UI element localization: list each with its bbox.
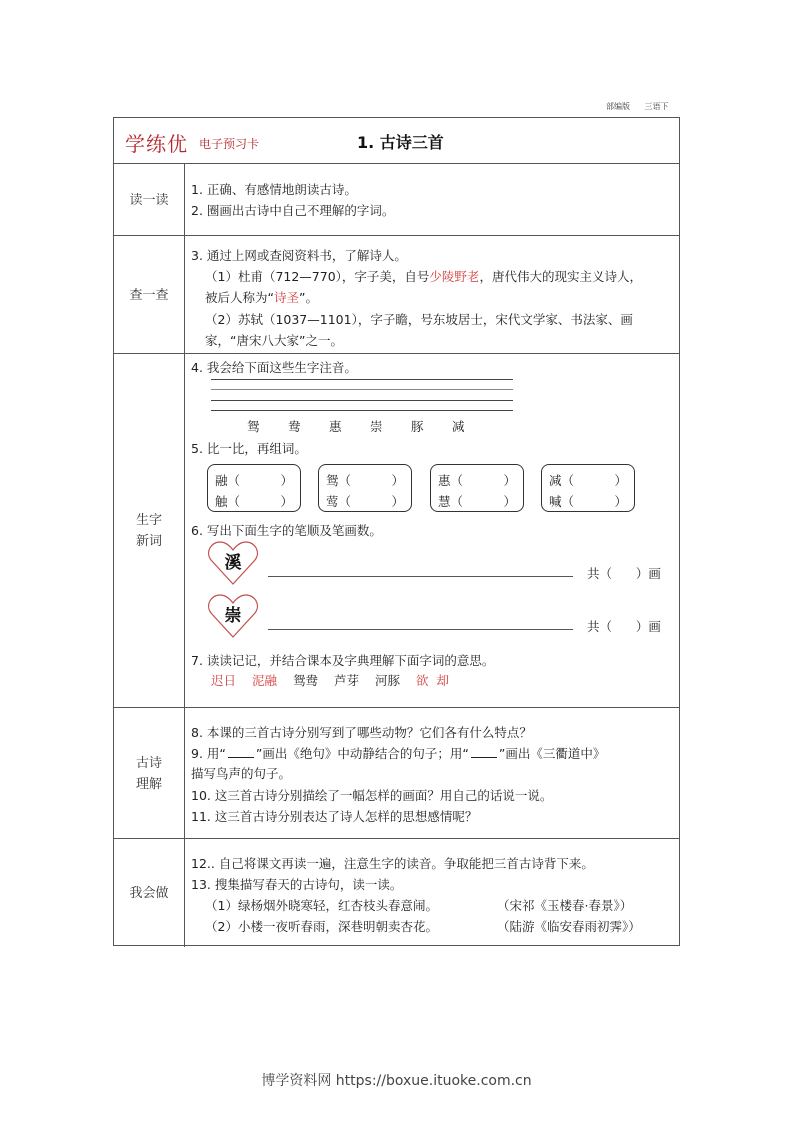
du-fu-hao: 少陵野老 — [429, 269, 480, 284]
du-fu-text-post: ，唐代伟大的现实主义诗人， — [479, 269, 642, 284]
char: 莺 — [326, 494, 339, 509]
pinyin-line[interactable] — [211, 410, 513, 411]
q11-text: 11. 这三首古诗分别表达了诗人怎样的思想感情呢？ — [191, 809, 478, 824]
underline-sample — [471, 747, 497, 758]
stroke-order-line[interactable] — [268, 629, 573, 630]
paren: （ — [450, 494, 464, 509]
poem-source: （宋祁《玉楼春·春景》） — [497, 898, 633, 913]
edition-label: 部编版 — [606, 102, 630, 111]
q7-words — [211, 671, 449, 689]
paren: （ — [561, 473, 575, 488]
label-line-2: 新词 — [135, 534, 162, 549]
stroke-order-line[interactable] — [268, 576, 573, 577]
char: 崇 — [370, 419, 383, 434]
pinyin-line[interactable] — [211, 379, 513, 380]
q9-part: ”画出《绝句》中动静结合的句子；用“ — [255, 746, 469, 761]
q10-text: 10. 这三首古诗分别描绘了一幅怎样的画面？用自己的话说一说。 — [191, 788, 553, 803]
lookup-intro: 3. 通过上网或查阅资料书，了解诗人。 — [191, 248, 407, 263]
pinyin-line[interactable] — [211, 400, 513, 401]
du-fu-title: 诗圣 — [273, 290, 299, 305]
char: 鸳 — [247, 419, 260, 434]
char: 减 — [549, 473, 562, 488]
q4-chars — [247, 417, 493, 435]
word: 迟日 — [211, 673, 237, 688]
section-vocab — [114, 353, 679, 708]
char: 喊 — [549, 494, 562, 509]
paren[interactable]: ） — [503, 473, 516, 488]
du-fu-line2-post: ”。 — [299, 290, 318, 305]
heart-icon — [207, 540, 259, 586]
char: 惠 — [329, 419, 342, 434]
du-fu-line-2 — [205, 288, 318, 306]
section-label — [114, 708, 185, 839]
q9-part: 9. 用“ — [191, 746, 226, 761]
q5-text: 5. 比一比，再组词。 — [191, 441, 307, 456]
section-understand — [114, 707, 679, 839]
compare-box — [318, 464, 412, 512]
compare-box — [541, 464, 635, 512]
q8-text: 8. 本课的三首古诗分别写到了哪些动物？它们各有什么特点？ — [191, 725, 532, 740]
char: 触 — [215, 494, 228, 509]
word: 欲 却 — [416, 673, 449, 688]
label-line-1: 古诗 — [135, 755, 162, 771]
count-post: ）画 — [635, 619, 661, 634]
section-label: 查一查 — [114, 236, 185, 354]
char: 豚 — [411, 419, 424, 434]
read-item-1: 1. 正确、有感情地朗读古诗。 — [191, 182, 357, 197]
paren[interactable]: ） — [280, 494, 293, 509]
stroke-char: 崇 — [224, 606, 242, 626]
paren[interactable]: ） — [280, 473, 293, 488]
q13-text: 13. 搜集描写春天的古诗句，读一读。 — [191, 877, 403, 892]
section-lookup — [114, 235, 679, 354]
paren: （ — [450, 473, 464, 488]
underline-sample — [228, 747, 254, 758]
footer-watermark: 博学资料网 https://boxue.ituoke.com.cn — [261, 1073, 532, 1089]
poem-source: （陆游《临安春雨初霁》） — [497, 919, 641, 934]
paren[interactable]: ） — [391, 494, 404, 509]
grade-label: 三语下 — [644, 102, 669, 111]
paren: （ — [227, 473, 241, 488]
paren: （ — [338, 494, 352, 509]
paren[interactable]: ） — [614, 494, 627, 509]
stroke-char: 溪 — [224, 553, 242, 573]
section-label: 读一读 — [114, 164, 185, 236]
word: 芦芽 — [334, 673, 360, 688]
char: 鸳 — [326, 473, 339, 488]
compare-box — [430, 464, 524, 512]
q6-text: 6. 写出下面生字的笔顺及笔画数。 — [191, 523, 382, 538]
q9-part: ”画出《三衢道中》 — [498, 746, 606, 761]
char: 惠 — [438, 473, 451, 488]
compare-box — [207, 464, 301, 512]
lesson-title: 1. 古诗三首 — [357, 133, 444, 152]
paren: （ — [338, 473, 352, 488]
stroke-count — [587, 617, 661, 635]
su-shi-line-2: 家，“唐宋八大家”之一。 — [205, 333, 343, 348]
heart-icon — [207, 593, 259, 639]
poem-line: （1）绿杨烟外晓寒轻，红杏枝头春意闹。 — [205, 898, 438, 913]
count-post: ）画 — [635, 566, 661, 581]
su-shi-line-1: （2）苏轼（1037—1101），字子瞻，号东坡居士，宋代文学家、书法家、画 — [205, 312, 633, 327]
paren[interactable]: ） — [503, 494, 516, 509]
card-title-row — [114, 118, 679, 164]
char: 慧 — [438, 494, 451, 509]
paren[interactable]: ） — [391, 473, 404, 488]
section-label — [114, 354, 185, 708]
section-read — [114, 163, 679, 236]
paren: （ — [227, 494, 241, 509]
word: 泥融 — [252, 673, 278, 688]
word: 河豚 — [375, 673, 401, 688]
char: 减 — [452, 419, 465, 434]
q12-text: 12.. 自己将课文再读一遍，注意生字的读音。争取能把三首古诗背下来。 — [191, 856, 594, 871]
q9-text — [191, 744, 605, 762]
section-practice — [114, 838, 679, 947]
du-fu-text: （1）杜甫（712—770），字子美，自号 — [205, 269, 430, 284]
read-item-2: 2. 圈画出古诗中自己不理解的字词。 — [191, 203, 395, 218]
label-line-2: 理解 — [135, 776, 162, 792]
du-fu-line2-pre: 被后人称为“ — [205, 290, 274, 305]
q4-text: 4. 我会给下面这些生字注音。 — [191, 360, 357, 375]
count-pre: 共（ — [587, 566, 613, 581]
preview-card — [113, 117, 680, 946]
brand-subtitle: 电子预习卡 — [199, 137, 260, 151]
stroke-count — [587, 564, 661, 582]
q7-text: 7. 读读记记，并结合课本及字典理解下面字词的意思。 — [191, 653, 495, 668]
word: 鸳鸯 — [293, 673, 319, 688]
section-label: 我会做 — [114, 839, 185, 947]
du-fu-line-1 — [205, 267, 642, 285]
brand-logo: 学练优 — [125, 132, 188, 156]
pinyin-line[interactable] — [211, 389, 513, 390]
poem-line: （2）小楼一夜听春雨，深巷明朝卖杏花。 — [205, 919, 438, 934]
paren[interactable]: ） — [614, 473, 627, 488]
paren: （ — [561, 494, 575, 509]
q9-line-2: 描写鸟声的句子。 — [191, 766, 292, 781]
page-header-tag — [606, 101, 681, 112]
label-line-1: 生字 — [135, 513, 162, 528]
count-pre: 共（ — [587, 619, 613, 634]
char: 融 — [215, 473, 228, 488]
char: 鸯 — [288, 419, 301, 434]
